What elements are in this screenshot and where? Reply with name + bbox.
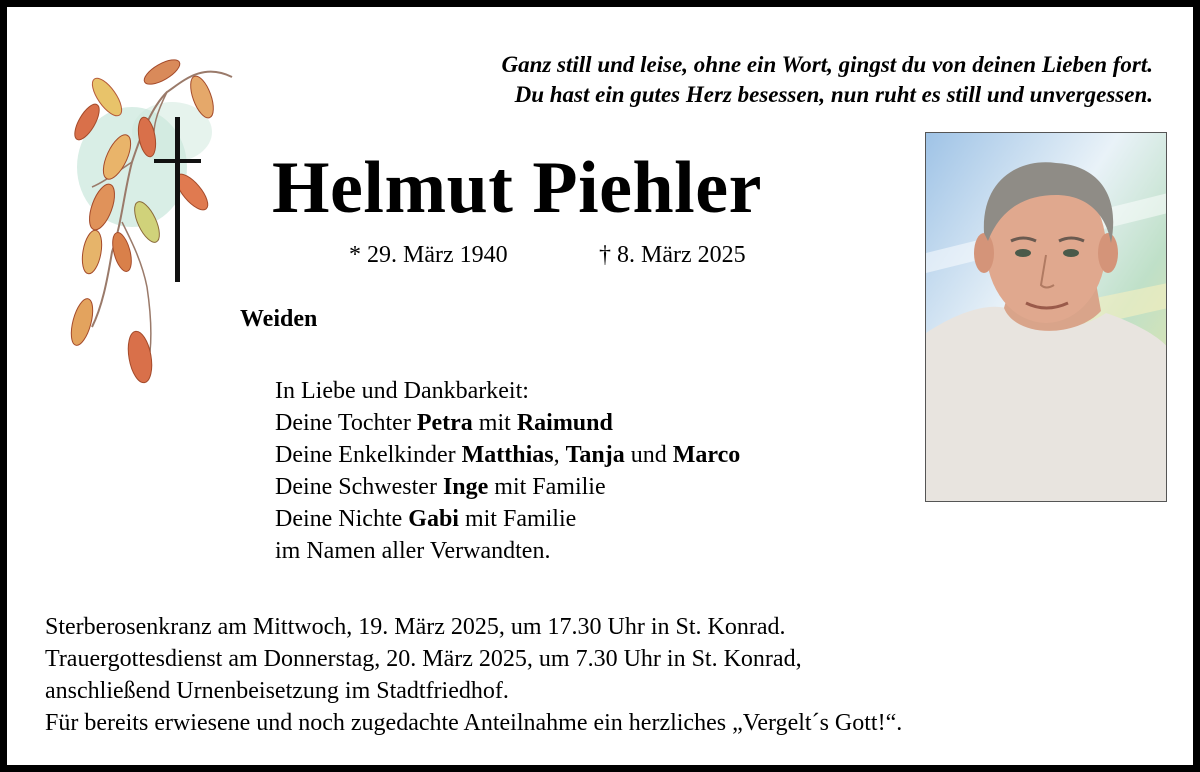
family-closing: im Namen aller Verwandten. bbox=[275, 538, 551, 564]
family-text: Deine Tochter bbox=[275, 410, 417, 436]
portrait-photo bbox=[925, 132, 1167, 502]
family-block bbox=[275, 375, 740, 567]
family-line bbox=[275, 439, 740, 471]
family-line bbox=[275, 503, 740, 535]
family-text: mit Familie bbox=[458, 506, 577, 532]
burial-info: anschließend Urnenbeisetzung im Stadtfriedhof. bbox=[45, 678, 509, 704]
branch-icon bbox=[62, 52, 242, 397]
family-name: Tanja bbox=[565, 442, 625, 468]
family-name: Gabi bbox=[408, 506, 459, 532]
family-text: mit bbox=[472, 410, 517, 436]
family-line bbox=[275, 471, 740, 503]
family-text: Deine Enkelkinder bbox=[275, 442, 462, 468]
family-name: Inge bbox=[442, 474, 489, 500]
funeral-mass-info: Trauergottesdienst am Donnerstag, 20. März 2025, um 7.30 Uhr in St. Konrad, bbox=[45, 646, 802, 672]
deceased-name: Helmut Piehler bbox=[272, 147, 762, 229]
family-name: Petra bbox=[416, 410, 473, 436]
service-info bbox=[45, 611, 902, 739]
portrait-icon bbox=[926, 133, 1167, 502]
poem-line-1: Ganz still und leise, ohne ein Wort, gingst du von deinen Lieben fort. bbox=[501, 52, 1153, 77]
family-text: , bbox=[553, 442, 566, 468]
family-name: Matthias bbox=[461, 442, 554, 468]
death-date: † 8. März 2025 bbox=[599, 242, 746, 268]
poem-line-2: Du hast ein gutes Herz besessen, nun ruht es still und unvergessen. bbox=[514, 82, 1153, 107]
family-line bbox=[275, 407, 740, 439]
family-text: Deine Nichte bbox=[275, 506, 409, 532]
birth-date: * 29. März 1940 bbox=[349, 242, 508, 268]
family-name: Marco bbox=[672, 442, 741, 468]
branch-illustration bbox=[62, 52, 242, 397]
family-text: Deine Schwester bbox=[275, 474, 443, 500]
place: Weiden bbox=[240, 306, 318, 332]
family-name: Raimund bbox=[516, 410, 613, 436]
family-text: mit Familie bbox=[488, 474, 606, 500]
thanks-text: Für bereits erwiesene und noch zugedachte Anteilnahme ein herzliches „Vergelt´s Gott!“. bbox=[45, 710, 903, 736]
rosary-info: Sterberosenkranz am Mittwoch, 19. März 2025, um 17.30 Uhr in St. Konrad. bbox=[45, 614, 786, 640]
cross-icon bbox=[175, 117, 180, 282]
family-text: und bbox=[624, 442, 673, 468]
family-intro: In Liebe und Dankbarkeit: bbox=[275, 378, 529, 404]
